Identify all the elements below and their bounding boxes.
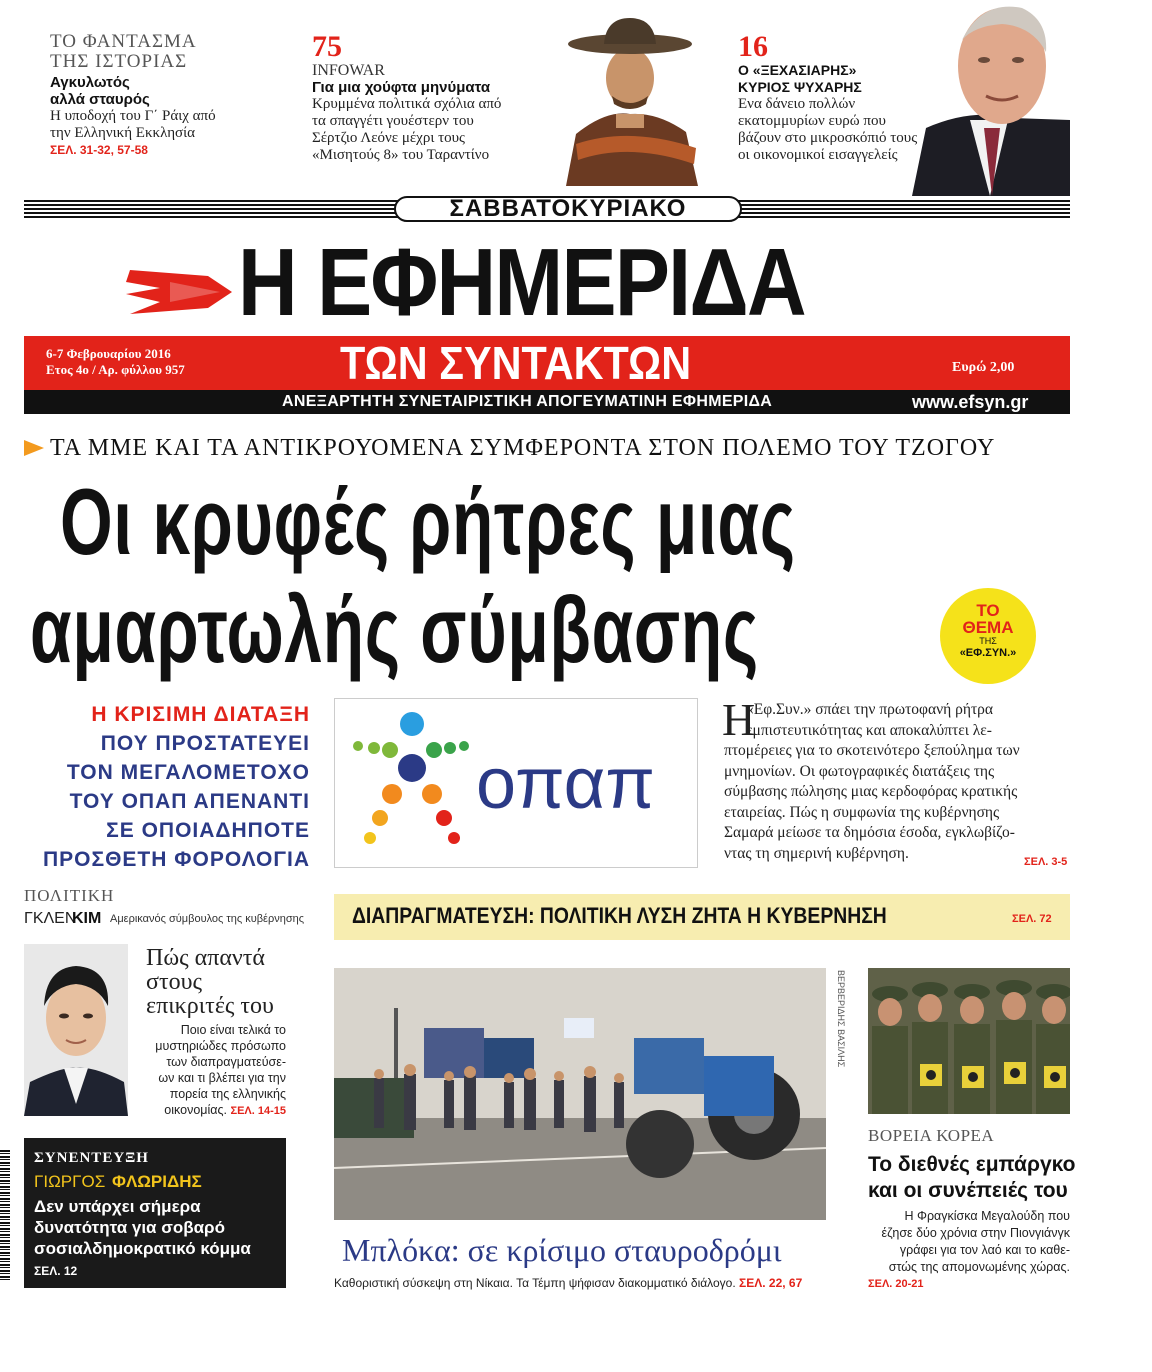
barcode: [0, 1150, 10, 1280]
politics-body: [140, 1022, 286, 1119]
north-korea-body-line-1: Η Φραγκίσκα Μεγαλούδη που: [904, 1209, 1070, 1223]
lead-text-line-5: σύμβασης πώλησης μιας κερδοφόρας κρατικής: [724, 783, 1018, 800]
interview-body-line-2: δυνατότητα για σοβαρό: [34, 1218, 225, 1237]
teaser-history-title-1: Αγκυλωτός: [50, 74, 130, 91]
teaser-psycharis-body-1: Ενα δάνειο πολλών: [738, 96, 856, 112]
issue-date: 6-7 Φεβρουαρίου 2016: [46, 346, 171, 361]
lead-story-text[interactable]: [722, 694, 1070, 864]
teaser-infowar-body-3: Σέρτζιο Λεόνε μέχρι τους: [312, 130, 465, 146]
lead-text-line-1: «Εφ.Συν.» σπάει την πρωτοφανή ρήτρα: [746, 701, 994, 718]
politics-body-line-4: ων και τι βλέπει για την: [158, 1071, 286, 1085]
politics-body-last: οικονομίας.: [164, 1103, 227, 1117]
masthead-subtitle: ΤΩΝ ΣΥΝΤΑΚΤΩΝ: [340, 337, 692, 389]
politics-body-line-1: Ποιο είναι τελικά το: [180, 1023, 286, 1037]
interview-page-ref[interactable]: ΣΕΛ. 12: [34, 1264, 78, 1278]
teaser-infowar-number: 75: [312, 30, 342, 63]
badge-line-3: ΤΗΣ: [979, 636, 997, 646]
teaser-history-title-2: αλλά σταυρός: [50, 91, 150, 108]
politics-title-line-3: επικριτές του: [146, 993, 274, 1019]
teaser-psycharis-body-2: εκατομμυρίων ευρώ που: [738, 113, 886, 129]
western-actor-photo: [546, 14, 712, 186]
north-korea-body-line-2: έζησε δύο χρόνια στην Πιονγιάνγκ: [881, 1226, 1070, 1240]
lead-headline-line-2[interactable]: αμαρτωλής σύμβασης: [30, 577, 759, 682]
lead-text-line-2: εμπιστευτικότητας και αποκαλύπτει λε-: [746, 721, 992, 739]
politics-person-last-name: ΚΙΜ: [72, 910, 102, 927]
teaser-infowar-body-2: τα σπαγγέτι γουέστερν του: [312, 113, 474, 129]
north-korea-body-line-4: στώς της απομονωμένης χώρας.: [888, 1260, 1070, 1274]
teaser-history-heading-1: ΤΟ ΦΑΝΤΑΣΜΑ: [50, 31, 197, 52]
north-korea-body: [868, 1208, 1070, 1276]
psycharis-photo: [912, 0, 1070, 196]
interview-label: ΣΥΝΕΝΤΕΥΞΗ: [34, 1150, 149, 1166]
issue-number: Ετος 4ο / Αρ. φύλλου 957: [46, 362, 185, 377]
clause-line-1: ΠΟΥ ΠΡΟΣΤΑΤΕΥΕΙ: [100, 732, 310, 755]
badge-line-2: ΘΕΜΑ: [962, 618, 1014, 637]
teaser-history-page: ΣΕΛ. 31-32, 57-58: [50, 143, 148, 157]
negotiation-page-ref[interactable]: ΣΕΛ. 72: [1012, 913, 1052, 925]
teaser-infowar[interactable]: [312, 32, 542, 164]
photo-credit: ΒΕΡΒΕΡΙΔΗΣ ΒΑΣΙΛΗΣ: [836, 970, 846, 1068]
lead-text-line-6: εταιρείας. Πώς η συμφωνία της κυβέρνησης: [724, 803, 1000, 821]
clause-line-4: ΣΕ ΟΠΟΙΑΔΗΠΟΤΕ: [106, 819, 310, 842]
masthead-tagline: ΑΝΕΞΑΡΤΗΤΗ ΣΥΝΕΤΑΙΡΙΣΤΙΚΗ ΑΠΟΓΕΥΜΑΤΙΝΗ ΕΦΗΜΕΡΙΔΑ: [282, 393, 773, 410]
farmers-caption-text: Καθοριστική σύσκεψη στη Νίκαια. Τα Τέμπη ψήφισαν διακομματικό διάλογο.: [334, 1276, 736, 1290]
clause-line-5: ΠΡΟΣΘΕΤΗ ΦΟΡΟΛΟΓΙΑ: [42, 848, 310, 871]
teaser-history-body-1: Η υποδοχή του Γ΄ Ράιχ από: [50, 108, 216, 124]
story-dropcap: Η: [722, 694, 756, 745]
lead-text-line-4: μνημονίων. Οι φωτογραφικές διατάξεις της: [724, 762, 995, 780]
politics-section-label: ΠΟΛΙΤΙΚΗ: [24, 886, 115, 905]
teaser-infowar-title: Για μια χούφτα μηνύματα: [312, 79, 491, 96]
north-korea-soldiers-photo: [868, 968, 1070, 1114]
politics-person-first-name: ΓΚΛΕΝ: [24, 910, 77, 927]
lead-headline-line-1[interactable]: Οι κρυφές ρήτρες μιας: [60, 469, 796, 574]
farmers-blockade-photo: [334, 968, 826, 1220]
arrow-right-icon: [24, 440, 44, 456]
teaser-psycharis[interactable]: [738, 32, 938, 164]
clause-red-line: Η ΚΡΙΣΙΜΗ ΔΙΑΤΑΞΗ: [91, 703, 310, 726]
politics-body-line-2: μυστηριώδες πρόσωπο: [155, 1039, 286, 1053]
teaser-infowar-body-1: Κρυμμένα πολιτικά σχόλια από: [312, 96, 502, 112]
teaser-psycharis-title-1: Ο «ΞΕΧΑΣΙΑΡΗΣ»: [738, 62, 857, 78]
negotiation-headline: ΔΙΑΠΡΑΓΜΑΤΕΥΣΗ: ΠΟΛΙΤΙΚΗ ΛΥΣΗ ΖΗΤΑ Η ΚΥΒΕΡΝΗΣΗ: [352, 903, 887, 928]
politics-person-role: Αμερικανός σύμβουλος της κυβέρνησης: [110, 913, 305, 925]
opap-wordmark: οπαπ: [476, 744, 655, 824]
teaser-history[interactable]: [50, 32, 250, 158]
north-korea-title-line-2: και οι συνέπειές του: [868, 1179, 1068, 1202]
north-korea-body-line-3: γράφει για τον λαό και το καθε-: [899, 1243, 1070, 1257]
politics-page-ref[interactable]: ΣΕΛ. 14-15: [230, 1105, 286, 1117]
interview-last-name: ΦΛΩΡΙΔΗΣ: [112, 1172, 202, 1191]
lead-text-line-7: Σαμαρά μείωσε τα δημόσια έσοδα, εγκλωβίζο-: [724, 824, 1015, 841]
badge-line-4: «ΕΦ.ΣΥΝ.»: [959, 647, 1017, 659]
politics-title-line-1: Πώς απαντά: [146, 945, 265, 971]
teaser-psycharis-body-3: βάζουν στο μικροσκόπιό τους: [738, 130, 918, 146]
weekend-edition-bar: [24, 196, 1070, 222]
teaser-psycharis-body-4: οι οικονομικοί εισαγγελείς: [738, 147, 898, 163]
teaser-psycharis-title-2: ΚΥΡΙΟΣ ΨΥΧΑΡΗΣ: [738, 79, 862, 95]
politics-title-line-2: στους: [146, 969, 202, 995]
politics-body-line-3: των διαπραγματεύσε-: [166, 1055, 286, 1069]
north-korea-page-ref[interactable]: ΣΕΛ. 20-21: [868, 1278, 924, 1290]
weekend-edition-label: ΣΑΒΒΑΤΟΚΥΡΙΑΚΟ: [394, 196, 742, 222]
politics-body-line-6: [140, 1102, 286, 1119]
teaser-psycharis-number: 16: [738, 30, 768, 63]
badge-line-1: ΤΟ: [976, 601, 1000, 620]
interview-body-line-1: Δεν υπάρχει σήμερα: [34, 1197, 201, 1216]
teaser-history-heading-2: ΤΗΣ ΙΣΤΟΡΙΑΣ: [50, 51, 188, 72]
issue-price: Ευρώ 2,00: [952, 360, 1015, 375]
interview-first-name: ΓΙΩΡΓΟΣ: [34, 1172, 106, 1191]
lead-text-line-8: ντας τη σημερινή κυβέρνηση.: [724, 844, 909, 862]
politics-body-line-5: πορεία της ελληνικής: [169, 1087, 286, 1101]
lead-kicker: ΤΑ ΜΜΕ ΚΑΙ ΤΑ ΑΝΤΙΚΡΟΥΟΜΕΝΑ ΣΥΜΦΕΡΟΝΤΑ ΣΤΟΝ ΠΟΛΕΜΟ ΤΟΥ ΤΖΟΓΟΥ: [50, 435, 996, 461]
interview-body: [34, 1196, 284, 1259]
clause-highlight: [24, 700, 310, 874]
farmers-caption: [334, 1276, 802, 1290]
lead-text-line-3: πτομέρειες για το σκοτεινότερο ξεπούλημα των: [724, 742, 1020, 759]
pen-nibs-icon: [120, 262, 240, 322]
north-korea-section-label: ΒΟΡΕΙΑ ΚΟΡΕΑ: [868, 1126, 995, 1145]
interview-body-line-3: σοσιαλδημοκρατικό κόμμα: [34, 1239, 251, 1258]
farmers-page-ref[interactable]: ΣΕΛ. 22, 67: [739, 1276, 803, 1290]
topic-badge: [940, 588, 1036, 684]
glen-kim-photo: [24, 944, 128, 1116]
farmers-title[interactable]: Μπλόκα: σε κρίσιμο σταυροδρόμι: [342, 1232, 782, 1268]
clause-line-2: ΤΟΝ ΜΕΓΑΛΟΜΕΤΟΧΟ: [66, 761, 310, 784]
clause-line-3: ΤΟΥ ΟΠΑΠ ΑΠΕΝΑΝΤΙ: [69, 790, 310, 813]
lead-story-page-ref[interactable]: ΣΕΛ. 3-5: [1024, 856, 1068, 868]
teaser-history-body-2: την Ελληνική Εκκλησία: [50, 125, 196, 141]
north-korea-title-line-1: Το διεθνές εμπάργκο: [868, 1153, 1076, 1176]
north-korea-title[interactable]: [868, 1152, 1075, 1204]
politics-title[interactable]: [146, 946, 296, 1018]
teaser-infowar-kicker: INFOWAR: [312, 62, 385, 79]
teaser-infowar-body-4: «Μισητούς 8» του Ταραντίνο: [312, 147, 490, 163]
website-link[interactable]: www.efsyn.gr: [912, 392, 1029, 412]
masthead-title[interactable]: Η ΕΦΗΜΕΡΙΔΑ: [238, 229, 805, 336]
opap-star-logo: [350, 710, 470, 860]
